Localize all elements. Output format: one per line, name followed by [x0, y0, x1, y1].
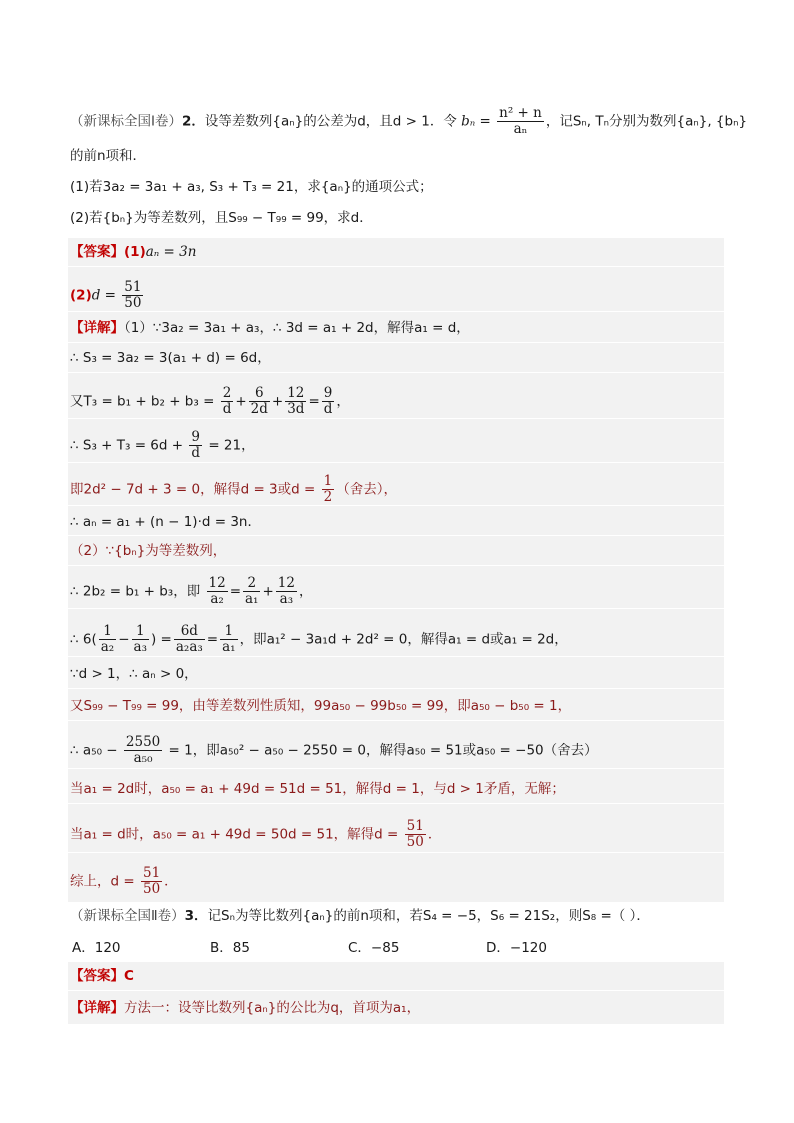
detail-2-line-8: ∴ 2b₂ = b₁ + b₃，即 $\frac{12}{\text{a₂}}$ = $\frac{2}{\text{a₁}}$ + $\frac{12}{\text{a₃}}$ ， — [70, 575, 313, 607]
detail-label: 【详解】 — [70, 320, 124, 336]
divider — [68, 462, 724, 463]
question-2-text-a: 设等差数列{aₙ}的公差为d，且d > 1．令 — [204, 113, 457, 130]
question-2-stem — [70, 106, 747, 137]
question-3-source: （新课标全国Ⅱ卷） — [70, 908, 185, 924]
option-a[interactable]: A．120 — [72, 940, 121, 956]
divider — [68, 608, 724, 609]
fraction: $\frac{12}{3d}$ — [287, 385, 305, 417]
divider — [68, 535, 724, 536]
detail-2-line-9: ∴ 6( $\frac{1}{\text{a₂}}$ − $\frac{1}{\text{a₃}}$ ) = $\frac{6d}{\text{a₂a₃}}$ = $\frac{1}{\text{a₁}}$ ，即a₁² − 3a₁d + 2d² = 0，解得a₁ = d或a₁ = 2d， — [70, 623, 568, 655]
option-d[interactable]: D．−120 — [486, 940, 547, 956]
detail-2-line-12: ∴ a₅₀ − $\frac{2550}{\text{a₅₀}}$ = 1，即a₅₀² − a₅₀ − 2550 = 0，解得a₅₀ = 51或a₅₀ = −50（舍去） — [70, 734, 598, 766]
divider — [68, 720, 724, 721]
fraction: $\frac{6}{2d}$ — [250, 385, 268, 417]
detail-2-line-14: 当a₁ = d时，a₅₀ = a₁ + 49d = 50d = 51，解得d = $\frac{51}{50}$ ． — [70, 818, 442, 850]
fraction: $\frac{1}{\text{a₃}}$ — [133, 623, 147, 655]
fraction: $\frac{1}{2}$ — [323, 473, 333, 505]
detail-2-line-5: 即2d² − 7d + 3 = 0，解得d = 3或d = $\frac{1}{2}$ （舍去）， — [70, 473, 397, 505]
question-2-stem-cont: 的前n项和． — [70, 148, 147, 164]
fraction: $\frac{1}{\text{a₂}}$ — [100, 623, 115, 655]
bn-definition-fraction: $\frac{\text{n² + n}}{\text{aₙ}}$ — [499, 105, 542, 137]
question-3-text: 记Sₙ为等比数列{aₙ}的前n项和，若S₄ = −5，S₆ = 21S₂，则S₈ =（ ）． — [207, 908, 650, 924]
divider — [68, 852, 724, 853]
question-2-source: （新课标全国Ⅰ卷） — [70, 113, 182, 130]
fraction: $\frac{12}{\text{a₂}}$ — [208, 575, 226, 607]
option-b[interactable]: B．85 — [210, 940, 250, 956]
answer-2-value-1: aₙ = 3n — [145, 244, 197, 260]
divider — [68, 803, 724, 804]
divider — [68, 768, 724, 769]
bn-definition-lhs: bₙ = — [461, 113, 491, 130]
answer-3-value: C — [124, 968, 134, 984]
detail-2-line-3: 又T₃ = b₁ + b₂ + b₃ = $\frac{2}{d}$ + $\frac{6}{2d}$ + $\frac{12}{3d}$ = $\frac{9}{d}$ ， — [70, 385, 350, 417]
answer-2-fraction: $\frac{51}{50}$ — [124, 279, 142, 311]
divider — [68, 565, 724, 566]
question-3-stem — [70, 906, 650, 926]
fraction: $\frac{2550}{\text{a₅₀}}$ — [125, 734, 161, 766]
divider — [68, 418, 724, 419]
detail-2-line-7: （2）∵{bₙ}为等差数列， — [70, 543, 227, 559]
detail-3-line-1: 【详解】方法一：设等比数列{aₙ}的公比为q，首项为a₁， — [70, 1000, 421, 1016]
divider — [68, 342, 724, 343]
fraction: $\frac{9}{d}$ — [323, 385, 333, 417]
fraction: $\frac{9}{d}$ — [191, 429, 201, 461]
detail-2-line-15: 综上，d = $\frac{51}{50}$ ． — [70, 865, 178, 897]
fraction: $\frac{2}{d}$ — [222, 385, 232, 417]
fraction: $\frac{12}{\text{a₃}}$ — [277, 575, 295, 607]
divider — [68, 372, 724, 373]
answer-2-part-2: (2)d = $\frac{51}{50}$ — [70, 279, 142, 311]
fraction: $\frac{51}{50}$ — [406, 818, 424, 850]
divider — [68, 990, 724, 991]
detail-2-line-1: 【详解】（1）∵3a₂ = 3a₁ + a₃，∴ 3d = a₁ + 2d，解得a₁ = d， — [70, 320, 470, 336]
fraction: $\frac{2}{\text{a₁}}$ — [245, 575, 259, 607]
question-2-number: 2． — [181, 113, 205, 130]
detail-2-line-11: 又S₉₉ − T₉₉ = 99，由等差数列性质知，99a₅₀ − 99b₅₀ = 99，即a₅₀ − b₅₀ = 1， — [70, 698, 572, 714]
fraction: $\frac{1}{\text{a₁}}$ — [222, 623, 236, 655]
detail-2-line-6: ∴ aₙ = a₁ + (n − 1)·d = 3n． — [70, 514, 261, 530]
question-2-text-b: ，记Sₙ, Tₙ分别为数列{aₙ}, {bₙ} — [545, 113, 748, 130]
detail-2-line-4: ∴ S₃ + T₃ = 6d + $\frac{9}{d}$ = 21， — [70, 429, 255, 461]
option-c[interactable]: C．−85 — [348, 940, 400, 956]
answer-3: 【答案】C — [70, 968, 134, 984]
fraction: $\frac{6d}{\text{a₂a₃}}$ — [175, 623, 203, 655]
divider — [68, 688, 724, 689]
question-2-part-2: (2)若{bₙ}为等差数列，且S₉₉ − T₉₉ = 99，求d． — [70, 210, 373, 226]
answer-label: 【答案】 — [70, 244, 124, 260]
divider — [68, 656, 724, 657]
divider — [68, 505, 724, 506]
fraction: $\frac{51}{50}$ — [142, 865, 161, 897]
divider — [68, 311, 724, 312]
divider — [68, 266, 724, 267]
detail-2-line-10: ∵d > 1，∴ aₙ > 0， — [70, 666, 198, 682]
question-3-number: 3． — [184, 908, 208, 924]
answer-2-part-1: 【答案】(1)aₙ = 3n — [70, 244, 197, 260]
detail-2-line-13: 当a₁ = 2d时，a₅₀ = a₁ + 49d = 51d = 51，解得d = 1，与d > 1矛盾，无解； — [70, 781, 565, 797]
detail-2-line-2: ∴ S₃ = 3a₂ = 3(a₁ + d) = 6d， — [70, 350, 271, 366]
question-2-part-1: (1)若3a₂ = 3a₁ + a₃, S₃ + T₃ = 21，求{aₙ}的通项公式； — [70, 179, 433, 195]
